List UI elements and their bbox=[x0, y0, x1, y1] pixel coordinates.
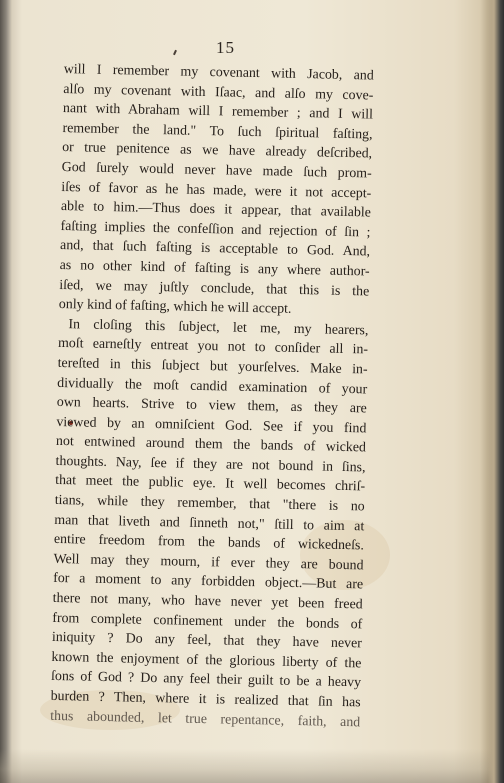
page-number: 15 bbox=[216, 38, 235, 57]
text-line: remember the land." To ſuch ſpiritual faſting, bbox=[62, 120, 373, 143]
text-line: faſting implies the confeſſion and rejection of ſin ; bbox=[60, 218, 371, 241]
body-text bbox=[50, 60, 374, 733]
text-line: burden ? Then, where it is realized that ſin has bbox=[50, 688, 361, 711]
text-line: not entwined around them the bands of wicked bbox=[55, 434, 367, 456]
text-line: God ſurely would never have made ſuch prom- bbox=[61, 159, 372, 182]
text-line: thoughts. Nay, ſee if they are not bound in ſins, bbox=[55, 453, 366, 476]
text-line: nant with Abraham will I remember ; and I will bbox=[62, 101, 374, 123]
text-line: alſo my covenant with Iſaac, and alſo my cove- bbox=[63, 81, 374, 104]
text-line: entire freedom from the bands of wickedneſs. bbox=[53, 532, 365, 554]
text-line: Well may they mourn, if ever they are bound bbox=[53, 551, 364, 574]
page-edge bbox=[480, 0, 504, 783]
text-line: viewed by an omniſcient God. See if you find bbox=[56, 414, 367, 437]
text-line: for a moment to any forbidden object.—But are bbox=[52, 571, 364, 593]
paragraph-start-line: In cloſing this ſubject, let me, my hearers, bbox=[68, 316, 369, 339]
text-line: that meet the public eye. It well becomes chriſ- bbox=[55, 473, 366, 495]
text-line: known the enjoyment of the glorious liberty of the bbox=[51, 649, 362, 672]
text-line: or true penitence as we have already deſcribed, bbox=[62, 140, 373, 162]
text-line: moſt earneſtly entreat you not to conſider all in- bbox=[57, 336, 369, 358]
text-line: iſed, we may juſtly conclude, that this is the bbox=[59, 277, 370, 299]
text-line: iſes of favor as he has made, were it not accept- bbox=[61, 179, 372, 202]
text-line: will I remember my covenant with Jacob, and bbox=[63, 61, 374, 84]
text-line: from complete confinement under the bonds of bbox=[52, 610, 363, 632]
text-line: dividually the moſt candid examination of your bbox=[57, 375, 368, 397]
text-line: as no other kind of faſting is any where author- bbox=[59, 257, 370, 280]
ink-mark bbox=[173, 50, 177, 55]
text-line: own hearts. Strive to view them, as they are bbox=[56, 395, 367, 417]
text-line: only kind of faſting, which he will accept. bbox=[58, 297, 292, 317]
text-line: tians, while they remember, that "there is no bbox=[54, 492, 365, 515]
text-line: able to him.—Thus does it appear, that available bbox=[60, 199, 372, 221]
text-line: ſons of God ? Do any feel their guilt to be a heavy bbox=[50, 669, 362, 691]
text-line: there not many, who have never yet been freed bbox=[52, 590, 363, 613]
text-line: and, that ſuch faſting is acceptable to God. And, bbox=[59, 238, 371, 260]
text-line: tereſted in this ſubject but yourſelves. Make in- bbox=[57, 355, 368, 378]
text-line: man that liveth and ſinneth not," ſtill to aim at bbox=[54, 512, 365, 535]
page-bottom-shadow bbox=[0, 749, 504, 783]
text-line: thus abounded, let true repentance, faith, and bbox=[50, 708, 361, 730]
text-line: iniquity ? Do any feel, that they have never bbox=[51, 630, 362, 652]
